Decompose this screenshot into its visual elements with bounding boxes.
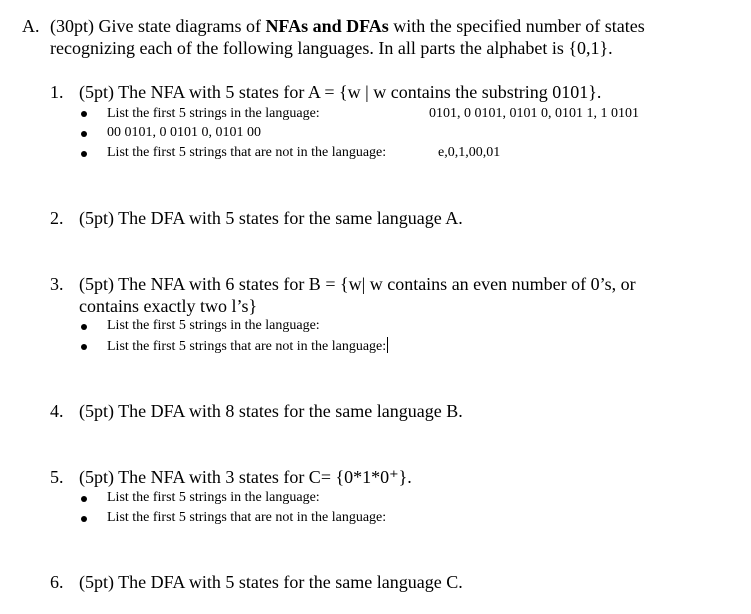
- item-1-text: (5pt) The NFA with 5 states for A = {w | w contains the substring 0101}.: [79, 82, 602, 102]
- item-3-text-line2: contains exactly two l’s}: [79, 296, 258, 316]
- intro-prefix: (30pt) Give state diagrams of: [50, 16, 266, 36]
- item-1-bullet-1-label: List the first 5 strings in the language:: [107, 106, 320, 121]
- bullet-icon: [81, 516, 87, 522]
- item-6-text: (5pt) The DFA with 5 states for the same language C.: [79, 572, 463, 592]
- item-1-bullet-2-label: 00 0101, 0 0101 0, 0101 00: [107, 125, 261, 140]
- bullet-icon: [81, 111, 87, 117]
- item-4-text: (5pt) The DFA with 8 states for the same language B.: [79, 401, 463, 421]
- text-cursor: [387, 337, 388, 353]
- section-label: A.: [22, 16, 40, 36]
- item-4-number: 4.: [50, 401, 64, 421]
- intro-bold: NFAs and DFAs: [265, 16, 389, 36]
- item-2-text: (5pt) The DFA with 5 states for the same language A.: [79, 208, 463, 228]
- item-2-number: 2.: [50, 208, 64, 228]
- item-5-text: (5pt) The NFA with 3 states for C= {0*1*0⁺}.: [79, 467, 412, 487]
- section-intro-line1: [50, 15, 645, 37]
- intro-suffix: with the specified number of states: [388, 16, 645, 36]
- item-5-bullet-1-label: List the first 5 strings in the language:: [107, 490, 320, 505]
- item-5-number: 5.: [50, 467, 64, 487]
- item-3-bullet-2-label: List the first 5 strings that are not in the language:: [107, 339, 387, 354]
- bullet-icon: [81, 344, 87, 350]
- item-6-number: 6.: [50, 572, 64, 592]
- item-1-number: 1.: [50, 82, 64, 102]
- item-1-bullet-3-label: List the first 5 strings that are not in the language:: [107, 145, 387, 160]
- item-1-bullet-1-answer: 0101, 0 0101, 0101 0, 0101 1, 1 0101: [429, 106, 639, 121]
- section-intro-line2: recognizing each of the following languages. In all parts the alphabet is {0,1}.: [50, 38, 613, 58]
- bullet-icon: [81, 151, 87, 157]
- bullet-icon: [81, 131, 87, 137]
- item-3-bullet-1-label: List the first 5 strings in the language:: [107, 318, 320, 333]
- item-5-bullet-2-label: List the first 5 strings that are not in the language:: [107, 510, 387, 525]
- item-3-number: 3.: [50, 274, 64, 294]
- item-3-text-line1: (5pt) The NFA with 6 states for B = {w| w contains an even number of 0’s, or: [79, 274, 636, 294]
- bullet-icon: [81, 324, 87, 330]
- item-3-bullet-2[interactable]: [107, 337, 388, 356]
- bullet-icon: [81, 496, 87, 502]
- item-1-bullet-3-answer: e,0,1,00,01: [438, 145, 501, 160]
